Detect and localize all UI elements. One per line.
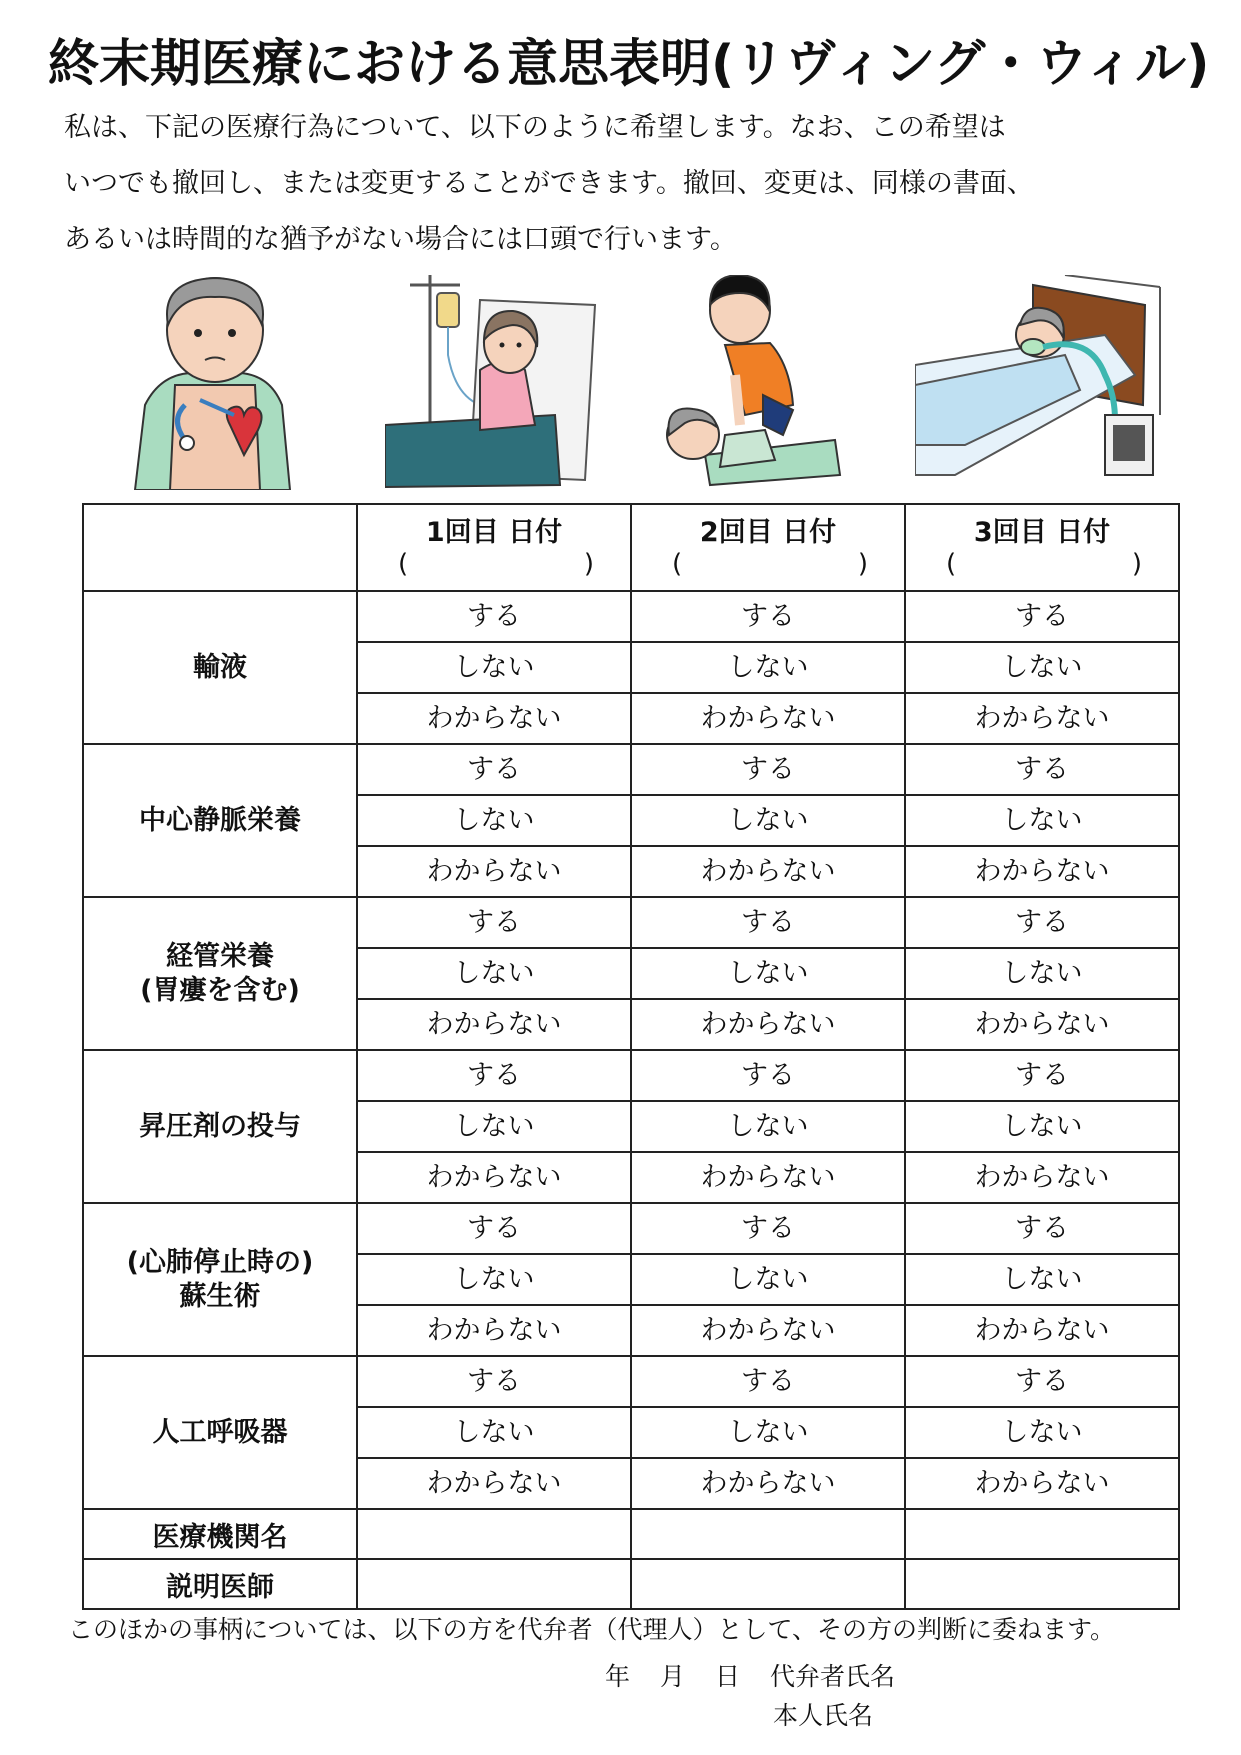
category-label bbox=[83, 1356, 357, 1509]
option-cell[interactable]: する bbox=[357, 1356, 631, 1407]
option-cell[interactable]: わからない bbox=[357, 1305, 631, 1356]
header-row bbox=[83, 504, 1179, 591]
option-cell[interactable]: する bbox=[905, 897, 1179, 948]
date-header-label: 1回目 日付 bbox=[425, 516, 563, 548]
option-cell[interactable]: する bbox=[631, 897, 905, 948]
option-cell[interactable]: わからない bbox=[631, 846, 905, 897]
option-cell[interactable]: する bbox=[357, 744, 631, 795]
date-header-2[interactable] bbox=[631, 504, 905, 591]
option-cell[interactable]: しない bbox=[905, 642, 1179, 693]
date-paren-close: ) bbox=[583, 548, 594, 579]
option-cell[interactable]: する bbox=[631, 1356, 905, 1407]
option-cell[interactable]: わからない bbox=[357, 846, 631, 897]
category-label-line: (心肺停止時の) bbox=[126, 1246, 314, 1278]
category-label bbox=[83, 744, 357, 897]
option-cell[interactable]: する bbox=[905, 1203, 1179, 1254]
option-cell[interactable]: わからない bbox=[631, 1152, 905, 1203]
category-label bbox=[83, 1203, 357, 1356]
option-cell[interactable]: しない bbox=[631, 948, 905, 999]
option-cell[interactable]: わからない bbox=[905, 846, 1179, 897]
institution-field[interactable] bbox=[631, 1509, 905, 1559]
option-cell[interactable]: わからない bbox=[905, 1305, 1179, 1356]
option-cell[interactable]: しない bbox=[357, 948, 631, 999]
option-cell[interactable]: しない bbox=[905, 795, 1179, 846]
date-header-label: 3回目 日付 bbox=[973, 516, 1111, 548]
year-label: 年 bbox=[605, 1662, 631, 1691]
option-cell[interactable]: しない bbox=[905, 1254, 1179, 1305]
option-cell[interactable]: わからない bbox=[631, 1458, 905, 1509]
option-cell[interactable]: わからない bbox=[905, 693, 1179, 744]
date-paren-close: ) bbox=[1131, 548, 1142, 579]
category-label-line: 経管栄養 bbox=[166, 940, 274, 972]
date-header-label: 2回目 日付 bbox=[699, 516, 837, 548]
date-paren-close: ) bbox=[857, 548, 868, 579]
option-row bbox=[83, 897, 1179, 948]
option-cell[interactable]: しない bbox=[357, 1407, 631, 1458]
date-header-3[interactable] bbox=[905, 504, 1179, 591]
option-cell[interactable]: しない bbox=[357, 795, 631, 846]
category-label bbox=[83, 1050, 357, 1203]
category-label-line: 中心静脈栄養 bbox=[139, 804, 301, 836]
institution-label: 医療機関名 bbox=[83, 1509, 357, 1559]
self-name-label: 本人氏名 bbox=[773, 1701, 874, 1730]
doctor-field[interactable] bbox=[905, 1559, 1179, 1609]
category-label-line: 人工呼吸器 bbox=[152, 1416, 288, 1448]
patient-with-heart-icon bbox=[130, 275, 300, 490]
proxy-note: このほかの事柄については、以下の方を代弁者（代理人）として、その方の判断に委ねます。 bbox=[68, 1615, 1116, 1644]
category-label-line: 昇圧剤の投与 bbox=[139, 1110, 301, 1142]
ventilator-patient-icon bbox=[915, 275, 1165, 490]
option-row bbox=[83, 1050, 1179, 1101]
iv-drip-patient-icon bbox=[385, 275, 615, 490]
option-cell[interactable]: わからない bbox=[357, 1152, 631, 1203]
page-title: 終末期医療における意思表明(リヴィング・ウィル) bbox=[48, 35, 1210, 94]
option-cell[interactable]: しない bbox=[357, 1254, 631, 1305]
option-cell[interactable]: わからない bbox=[905, 1458, 1179, 1509]
doctor-label: 説明医師 bbox=[83, 1559, 357, 1609]
option-cell[interactable]: わからない bbox=[357, 693, 631, 744]
option-cell[interactable]: わからない bbox=[631, 693, 905, 744]
option-cell[interactable]: しない bbox=[631, 795, 905, 846]
day-label: 日 bbox=[715, 1662, 741, 1691]
option-cell[interactable]: しない bbox=[905, 1101, 1179, 1152]
option-cell[interactable]: する bbox=[905, 1356, 1179, 1407]
option-cell[interactable]: しない bbox=[631, 1407, 905, 1458]
option-cell[interactable]: する bbox=[631, 744, 905, 795]
intro-text bbox=[64, 100, 1194, 268]
option-cell[interactable]: する bbox=[357, 897, 631, 948]
institution-field[interactable] bbox=[357, 1509, 631, 1559]
option-cell[interactable]: わからない bbox=[357, 1458, 631, 1509]
institution-field[interactable] bbox=[905, 1509, 1179, 1559]
option-cell[interactable]: わからない bbox=[357, 999, 631, 1050]
category-label bbox=[83, 591, 357, 744]
proxy-name-label: 代弁者氏名 bbox=[770, 1662, 896, 1691]
option-cell[interactable]: しない bbox=[905, 948, 1179, 999]
date-paren-open: ( bbox=[946, 548, 957, 579]
option-cell[interactable]: しない bbox=[357, 1101, 631, 1152]
intro-line: いつでも撤回し、または変更することができます。撤回、変更は、同様の書面、 bbox=[64, 168, 1034, 199]
option-cell[interactable]: しない bbox=[631, 1254, 905, 1305]
signature-date-line bbox=[605, 1657, 925, 1693]
doctor-field[interactable] bbox=[357, 1559, 631, 1609]
cpr-icon bbox=[665, 275, 865, 490]
intro-line: あるいは時間的な猶予がない場合には口頭で行います。 bbox=[64, 224, 737, 255]
intro-line: 私は、下記の医療行為について、以下のように希望します。なお、この希望は bbox=[64, 112, 1006, 143]
date-paren-open: ( bbox=[398, 548, 409, 579]
option-row bbox=[83, 744, 1179, 795]
option-cell[interactable]: する bbox=[357, 1050, 631, 1101]
doctor-row bbox=[83, 1559, 1179, 1609]
date-header-1[interactable] bbox=[357, 504, 631, 591]
option-cell[interactable]: する bbox=[905, 591, 1179, 642]
option-row bbox=[83, 1203, 1179, 1254]
option-cell[interactable]: する bbox=[631, 1203, 905, 1254]
option-cell[interactable]: わからない bbox=[905, 1152, 1179, 1203]
option-cell[interactable]: する bbox=[905, 744, 1179, 795]
option-cell[interactable]: しない bbox=[631, 1101, 905, 1152]
option-cell[interactable]: しない bbox=[631, 642, 905, 693]
option-row bbox=[83, 1356, 1179, 1407]
doctor-field[interactable] bbox=[631, 1559, 905, 1609]
directive-table bbox=[82, 503, 1180, 1610]
option-cell[interactable]: する bbox=[357, 591, 631, 642]
month-label: 月 bbox=[660, 1662, 686, 1691]
option-cell[interactable]: する bbox=[357, 1203, 631, 1254]
category-label-line: (胃瘻を含む) bbox=[140, 974, 300, 1006]
option-cell[interactable]: わからない bbox=[905, 999, 1179, 1050]
option-cell[interactable]: しない bbox=[905, 1407, 1179, 1458]
institution-row bbox=[83, 1509, 1179, 1559]
option-cell[interactable]: する bbox=[631, 591, 905, 642]
option-cell[interactable]: わからない bbox=[631, 1305, 905, 1356]
option-cell[interactable]: する bbox=[631, 1050, 905, 1101]
option-cell[interactable]: する bbox=[905, 1050, 1179, 1101]
option-cell[interactable]: しない bbox=[357, 642, 631, 693]
option-cell[interactable]: わからない bbox=[631, 999, 905, 1050]
category-label-line: 蘇生術 bbox=[179, 1280, 261, 1312]
date-paren-open: ( bbox=[672, 548, 683, 579]
option-row bbox=[83, 591, 1179, 642]
header-blank-cell bbox=[83, 504, 357, 591]
category-label-line: 輸液 bbox=[193, 651, 247, 683]
category-label bbox=[83, 897, 357, 1050]
